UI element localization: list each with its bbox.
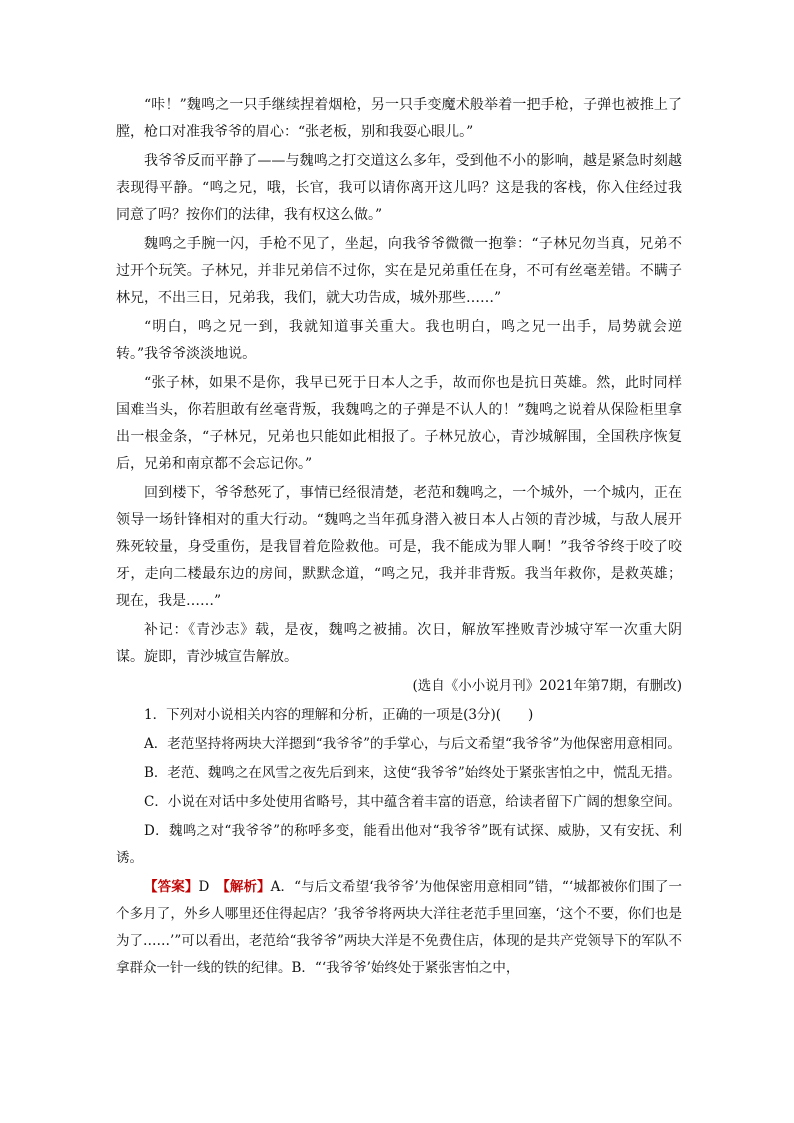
paragraph-6: 回到楼下，爷爷愁死了，事情已经很清楚，老范和魏鸣之，一个城外，一个城内，正在领导一场针锋相对的重大行动。“魏鸣之当年孤身潜入被日本人占领的青沙城，与敌人展开殊死较量，身受重伤，是我冒着危险救他。可是，我不能成为罪人啊！”我爷爷终于咬了咬牙，走向二楼最东边的房间，默默念道，“鸣之兄，我并非背叛。我当年救你，是救英雄；现在，我是……”: [116, 485, 682, 609]
analysis-text: A．“与后文希望‘我爷爷’为他保密用意相同”错，“‘城都被你们围了一个多月了，外乡人哪里还住得起店？’我爷爷将两块大洋往老范手里回塞，‘这个不要，你们也是为了……’”可以看出，老范给“我爷爷”两块大洋是不免费住店，体现的是共产党领导下的军队不拿群众一针一线的铁的纪律。B．“‘我爷爷’始终处于紧张害怕之中，: [116, 879, 682, 976]
option-b: B．老范、魏鸣之在风雪之夜先后到来，这使“我爷爷”始终处于紧张害怕之中，慌乱无措。: [144, 765, 681, 781]
option-d: D．魏鸣之对“我爷爷”的称呼多变，能看出他对“我爷爷”既有试探、威胁，又有安抚、利诱。: [116, 823, 682, 866]
option-c: C．小说在对话中多处使用省略号，其中蕴含着丰富的语意，给读者留下广阔的想象空间。: [144, 794, 681, 810]
option-a: A．老范坚持将两块大洋摁到“我爷爷”的手掌心，与后文希望“我爷爷”为他保密用意相同。: [144, 736, 681, 752]
answer-label: 【答案】: [144, 879, 199, 895]
answer-block: [116, 874, 682, 982]
paragraph-5: “张子林，如果不是你，我早已死于日本人之手，故而你也是抗日英雄。然，此时同样国难当头，你若胆敢有丝毫背叛，我魏鸣之的子弹是不认人的！”魏鸣之说着从保险柜里拿出一根金条，“子林兄，兄弟也只能如此相报了。子林兄放心，青沙城解围，全国秩序恢复后，兄弟和南京都不会忘记你。”: [116, 375, 682, 472]
answer-value: D: [198, 879, 210, 895]
question-stem: 1．下列对小说相关内容的理解和分析，正确的一项是(3分)( ): [144, 707, 534, 723]
document-page: [116, 92, 682, 984]
paragraph-1: “咔！”魏鸣之一只手继续捏着烟枪，另一只手变魔术般举着一把手枪，子弹也被推上了膛，枪口对准我爷爷的眉心：“张老板，别和我耍心眼儿。”: [116, 97, 682, 140]
paragraph-3: 魏鸣之手腕一闪，手枪不见了，坐起，向我爷爷微微一抱拳：“子林兄勿当真，兄弟不过开个玩笑。子林兄，并非兄弟信不过你，实在是兄弟重任在身，不可有丝毫差错。不瞒子林兄，不出三日，兄弟我，我们，就大功告成，城外那些……”: [116, 236, 682, 306]
paragraph-4: “明白，鸣之兄一到，我就知道事关重大。我也明白，鸣之兄一出手，局势就会逆转。”我爷爷淡淡地说。: [116, 319, 682, 362]
source-citation: (选自《小小说月刊》2021年第7期，有删改): [412, 678, 682, 694]
analysis-label: 【解析】: [222, 879, 271, 895]
paragraph-7: 补记：《青沙志》载，是夜，魏鸣之被捕。次日，解放军挫败青沙城守军一次重大阴谋。旋即，青沙城宣告解放。: [116, 622, 682, 665]
paragraph-2: 我爷爷反而平静了——与魏鸣之打交道这么多年，受到他不小的影响，越是紧急时刻越表现得平静。“鸣之兄，哦，长官，我可以请你离开这儿吗？这是我的客栈，你入住经过我同意了吗？按你们的法律，我有权这么做。”: [116, 153, 682, 223]
